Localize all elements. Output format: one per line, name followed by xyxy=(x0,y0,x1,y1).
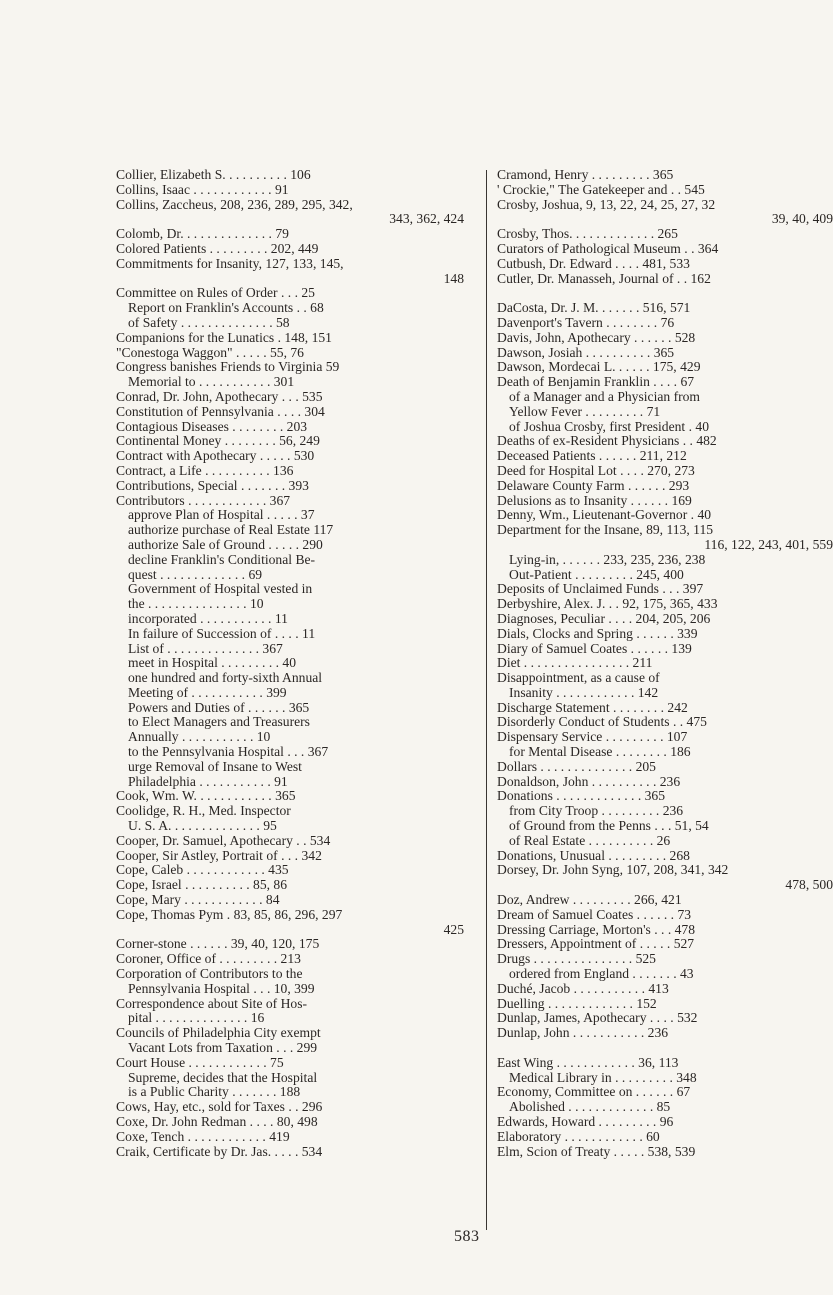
index-entry: Derbyshire, Alex. J. . . 92, 175, 365, 433 xyxy=(497,596,718,612)
index-entry: Donaldson, John . . . . . . . . . . 236 xyxy=(497,773,681,789)
index-subentry: Annually . . . . . . . . . . . 10 xyxy=(128,729,271,745)
index-entry: Donations . . . . . . . . . . . . . 365 xyxy=(497,788,666,804)
index-entry: Dawson, Mordecai L. . . . . . 175, 429 xyxy=(497,359,701,375)
index-entry: Discharge Statement . . . . . . . . 242 xyxy=(497,699,688,715)
index-subentry: U. S. A. . . . . . . . . . . . . . 95 xyxy=(128,818,277,834)
index-entry: Colomb, Dr. . . . . . . . . . . . . . 79 xyxy=(116,226,289,242)
index-subentry: Lying-in, . . . . . . 233, 235, 236, 238 xyxy=(509,551,706,567)
index-subentry: Yellow Fever . . . . . . . . . 71 xyxy=(509,403,661,419)
index-subentry: Meeting of . . . . . . . . . . . 399 xyxy=(128,684,287,700)
index-subentry: approve Plan of Hospital . . . . . 37 xyxy=(128,507,315,523)
index-entry: Duelling . . . . . . . . . . . . . 152 xyxy=(497,995,657,1011)
index-subentry: authorize Sale of Ground . . . . . 290 xyxy=(128,536,323,552)
index-entry: Councils of Philadelphia City exempt xyxy=(116,1025,321,1041)
index-subentry: List of . . . . . . . . . . . . . . 367 xyxy=(128,640,283,656)
index-entry: Cope, Thomas Pym . 83, 85, 86, 296, 297 xyxy=(116,906,343,922)
index-entry: Deposits of Unclaimed Funds . . . 397 xyxy=(497,581,704,597)
index-entry-continuation: 425 xyxy=(443,921,464,937)
index-entry: Duché, Jacob . . . . . . . . . . . 413 xyxy=(497,980,669,996)
index-subentry: for Mental Disease . . . . . . . . 186 xyxy=(509,744,691,760)
index-entry-continuation: 116, 122, 243, 401, 559 xyxy=(704,536,833,552)
index-entry: Coxe, Tench . . . . . . . . . . . . 419 xyxy=(116,1128,290,1144)
index-entry: Deed for Hospital Lot . . . . 270, 273 xyxy=(497,462,695,478)
index-subentry: meet in Hospital . . . . . . . . . 40 xyxy=(128,655,297,671)
index-subentry: quest . . . . . . . . . . . . . 69 xyxy=(128,566,263,582)
index-entry: Delusions as to Insanity . . . . . . 169 xyxy=(497,492,692,508)
index-entry: Doz, Andrew . . . . . . . . . 266, 421 xyxy=(497,892,682,908)
index-subentry: of a Manager and a Physician from xyxy=(509,388,701,404)
index-entry: Collier, Elizabeth S. . . . . . . . . . 106 xyxy=(116,167,311,182)
index-entry: Elm, Scion of Treaty . . . . . 538, 539 xyxy=(497,1143,696,1159)
index-entry: Continental Money . . . . . . . . 56, 249 xyxy=(116,433,320,449)
index-entry: Constitution of Pennsylvania . . . . 304 xyxy=(116,403,325,419)
index-subentry: of Safety . . . . . . . . . . . . . . 58 xyxy=(128,314,290,330)
index-entry: Dispensary Service . . . . . . . . . 107 xyxy=(497,729,688,745)
index-subentry: Philadelphia . . . . . . . . . . . 91 xyxy=(128,773,288,789)
index-subentry: In failure of Succession of . . . . 11 xyxy=(128,625,316,641)
index-entry: Curators of Pathological Museum . . 364 xyxy=(497,240,719,256)
index-entry: Collins, Isaac . . . . . . . . . . . . 91 xyxy=(116,181,289,197)
index-subentry: to the Pennsylvania Hospital . . . 367 xyxy=(128,744,329,760)
index-entry: DaCosta, Dr. J. M. . . . . . . 516, 571 xyxy=(497,300,691,316)
index-subentry: Abolished . . . . . . . . . . . . . 85 xyxy=(509,1099,671,1115)
index-entry: Donations, Unusual . . . . . . . . . 268 xyxy=(497,847,690,863)
index-entry: Dunlap, James, Apothecary . . . . 532 xyxy=(497,1010,698,1026)
index-subentry: Memorial to . . . . . . . . . . . 301 xyxy=(128,374,295,390)
index-entry: Contributions, Special . . . . . . . 393 xyxy=(116,477,309,493)
index-subentry: Government of Hospital vested in xyxy=(128,581,313,597)
index-subentry: from City Troop . . . . . . . . . 236 xyxy=(509,803,684,819)
index-entry: Diagnoses, Peculiar . . . . 204, 205, 206 xyxy=(497,610,711,626)
index-entry: Cope, Israel . . . . . . . . . . 85, 86 xyxy=(116,877,288,893)
page-number: 583 xyxy=(454,1228,480,1245)
index-entry: Corner-stone . . . . . . 39, 40, 120, 175 xyxy=(116,936,320,952)
index-entry: Deaths of ex-Resident Physicians . . 482 xyxy=(497,433,717,449)
index-entry: Companions for the Lunatics . 148, 151 xyxy=(116,329,332,345)
index-entry-continuation: 39, 40, 409 xyxy=(771,211,833,227)
index-entry: Corporation of Contributors to the xyxy=(116,966,303,982)
index-entry: Dressers, Appointment of . . . . . 527 xyxy=(497,936,695,952)
index-subentry: Medical Library in . . . . . . . . . 348 xyxy=(509,1069,697,1085)
index-entry-continuation: 343, 362, 424 xyxy=(389,211,464,227)
index-entry-continuation: 148 xyxy=(443,270,464,286)
index-subentry: of Ground from the Penns . . . 51, 54 xyxy=(509,818,709,834)
index-entry: Delaware County Farm . . . . . . 293 xyxy=(497,477,690,493)
index-entry: Coxe, Dr. John Redman . . . . 80, 498 xyxy=(116,1114,318,1129)
index-entry-continuation: 478, 500 xyxy=(785,877,833,893)
index-entry: Collins, Zaccheus, 208, 236, 289, 295, 342, xyxy=(116,196,353,212)
column-divider xyxy=(486,170,487,1230)
index-column-right xyxy=(497,168,833,1159)
index-entry: Contributors . . . . . . . . . . . . 367 xyxy=(116,492,291,508)
index-entry: Edwards, Howard . . . . . . . . . 96 xyxy=(497,1114,674,1129)
index-entry: Denny, Wm., Lieutenant-Governor . 40 xyxy=(497,507,712,523)
index-entry: Crosby, Thos. . . . . . . . . . . . . 265 xyxy=(497,226,678,242)
index-entry: Dials, Clocks and Spring . . . . . . 339 xyxy=(497,625,698,641)
index-subentry: Report on Franklin's Accounts . . 68 xyxy=(128,300,324,316)
index-entry: Congress banishes Friends to Virginia 59 xyxy=(116,359,340,375)
section-gap xyxy=(497,286,833,301)
index-subentry: pital . . . . . . . . . . . . . . 16 xyxy=(128,1010,265,1026)
index-entry: Drugs . . . . . . . . . . . . . . . 525 xyxy=(497,951,656,967)
index-entry: Cooper, Sir Astley, Portrait of . . . 342 xyxy=(116,847,322,863)
index-entry: Coroner, Office of . . . . . . . . . 213 xyxy=(116,951,301,967)
index-subentry: the . . . . . . . . . . . . . . . 10 xyxy=(128,596,264,612)
index-subentry: incorporated . . . . . . . . . . . 11 xyxy=(128,610,288,626)
index-entry: Death of Benjamin Franklin . . . . 67 xyxy=(497,374,695,390)
index-subentry: Out-Patient . . . . . . . . . 245, 400 xyxy=(509,566,684,582)
index-entry: Davenport's Tavern . . . . . . . . 76 xyxy=(497,314,675,330)
index-subentry: of Joshua Crosby, first President . 40 xyxy=(509,418,709,434)
index-subentry: Powers and Duties of . . . . . . 365 xyxy=(128,699,310,715)
index-entry: Colored Patients . . . . . . . . . 202, 449 xyxy=(116,240,319,256)
index-entry: Commitments for Insanity, 127, 133, 145, xyxy=(116,255,344,271)
index-entry: Economy, Committee on . . . . . . 67 xyxy=(497,1084,691,1100)
index-entry: Craik, Certificate by Dr. Jas. . . . . 534 xyxy=(116,1143,323,1159)
index-entry: Committee on Rules of Order . . . 25 xyxy=(116,285,315,301)
index-subentry: of Real Estate . . . . . . . . . . 26 xyxy=(509,832,671,848)
section-gap xyxy=(497,1041,833,1056)
index-entry: East Wing . . . . . . . . . . . . 36, 113 xyxy=(497,1054,679,1070)
index-entry: Contagious Diseases . . . . . . . . 203 xyxy=(116,418,308,434)
index-entry: Contract, a Life . . . . . . . . . . 136 xyxy=(116,462,294,478)
index-entry: Cows, Hay, etc., sold for Taxes . . 296 xyxy=(116,1099,323,1115)
index-entry: Diary of Samuel Coates . . . . . . 139 xyxy=(497,640,692,656)
index-entry: Dream of Samuel Coates . . . . . . 73 xyxy=(497,906,692,922)
index-entry: Conrad, Dr. John, Apothecary . . . 535 xyxy=(116,388,323,404)
index-entry: Dorsey, Dr. John Syng, 107, 208, 341, 342 xyxy=(497,862,729,878)
index-entry: Disappointment, as a cause of xyxy=(497,670,660,686)
index-subentry: Supreme, decides that the Hospital xyxy=(128,1069,318,1085)
index-entry: Cope, Caleb . . . . . . . . . . . . 435 xyxy=(116,862,289,878)
index-entry: ' Crockie," The Gatekeeper and . . 545 xyxy=(497,181,705,197)
index-entry: Department for the Insane, 89, 113, 115 xyxy=(497,522,714,538)
index-entry: Cutbush, Dr. Edward . . . . 481, 533 xyxy=(497,255,690,271)
index-entry: Deceased Patients . . . . . . 211, 212 xyxy=(497,448,687,464)
index-entry: Davis, John, Apothecary . . . . . . 528 xyxy=(497,329,696,345)
index-subentry: Vacant Lots from Taxation . . . 299 xyxy=(128,1040,318,1056)
index-subentry: one hundred and forty-sixth Annual xyxy=(128,670,323,686)
index-entry: Court House . . . . . . . . . . . . 75 xyxy=(116,1054,284,1070)
index-entry: Cutler, Dr. Manasseh, Journal of . . 162 xyxy=(497,270,711,286)
index-subentry: to Elect Managers and Treasurers xyxy=(128,714,310,730)
index-entry: Dollars . . . . . . . . . . . . . . 205 xyxy=(497,758,656,774)
index-subentry: authorize purchase of Real Estate 117 xyxy=(128,522,334,538)
index-subentry: is a Public Charity . . . . . . . 188 xyxy=(128,1084,301,1100)
index-entry: Correspondence about Site of Hos- xyxy=(116,995,308,1011)
index-subentry: ordered from England . . . . . . . 43 xyxy=(509,966,694,982)
index-subentry: urge Removal of Insane to West xyxy=(128,758,302,774)
index-entry: Elaboratory . . . . . . . . . . . . 60 xyxy=(497,1128,660,1144)
index-entry: Dunlap, John . . . . . . . . . . . 236 xyxy=(497,1025,669,1041)
index-entry: Dawson, Josiah . . . . . . . . . . 365 xyxy=(497,344,675,360)
index-entry: Cooper, Dr. Samuel, Apothecary . . 534 xyxy=(116,832,331,848)
index-entry: "Conestoga Waggon" . . . . . 55, 76 xyxy=(116,344,304,360)
index-entry: Cook, Wm. W. . . . . . . . . . . . 365 xyxy=(116,788,296,804)
index-entry: Crosby, Joshua, 9, 13, 22, 24, 25, 27, 32 xyxy=(497,196,716,212)
index-entry: Coolidge, R. H., Med. Inspector xyxy=(116,803,291,819)
index-entry: Cope, Mary . . . . . . . . . . . . 84 xyxy=(116,892,280,908)
index-entry: Cramond, Henry . . . . . . . . . 365 xyxy=(497,167,674,182)
index-subentry: Insanity . . . . . . . . . . . . 142 xyxy=(509,684,659,700)
index-column-left xyxy=(116,168,464,1159)
index-subentry: Pennsylvania Hospital . . . 10, 399 xyxy=(128,980,315,996)
index-entry: Contract with Apothecary . . . . . 530 xyxy=(116,448,315,464)
index-subentry: decline Franklin's Conditional Be- xyxy=(128,551,316,567)
index-entry: Diet . . . . . . . . . . . . . . . . 211 xyxy=(497,655,653,671)
index-entry: Dressing Carriage, Morton's . . . 478 xyxy=(497,921,696,937)
index-entry: Disorderly Conduct of Students . . 475 xyxy=(497,714,707,730)
